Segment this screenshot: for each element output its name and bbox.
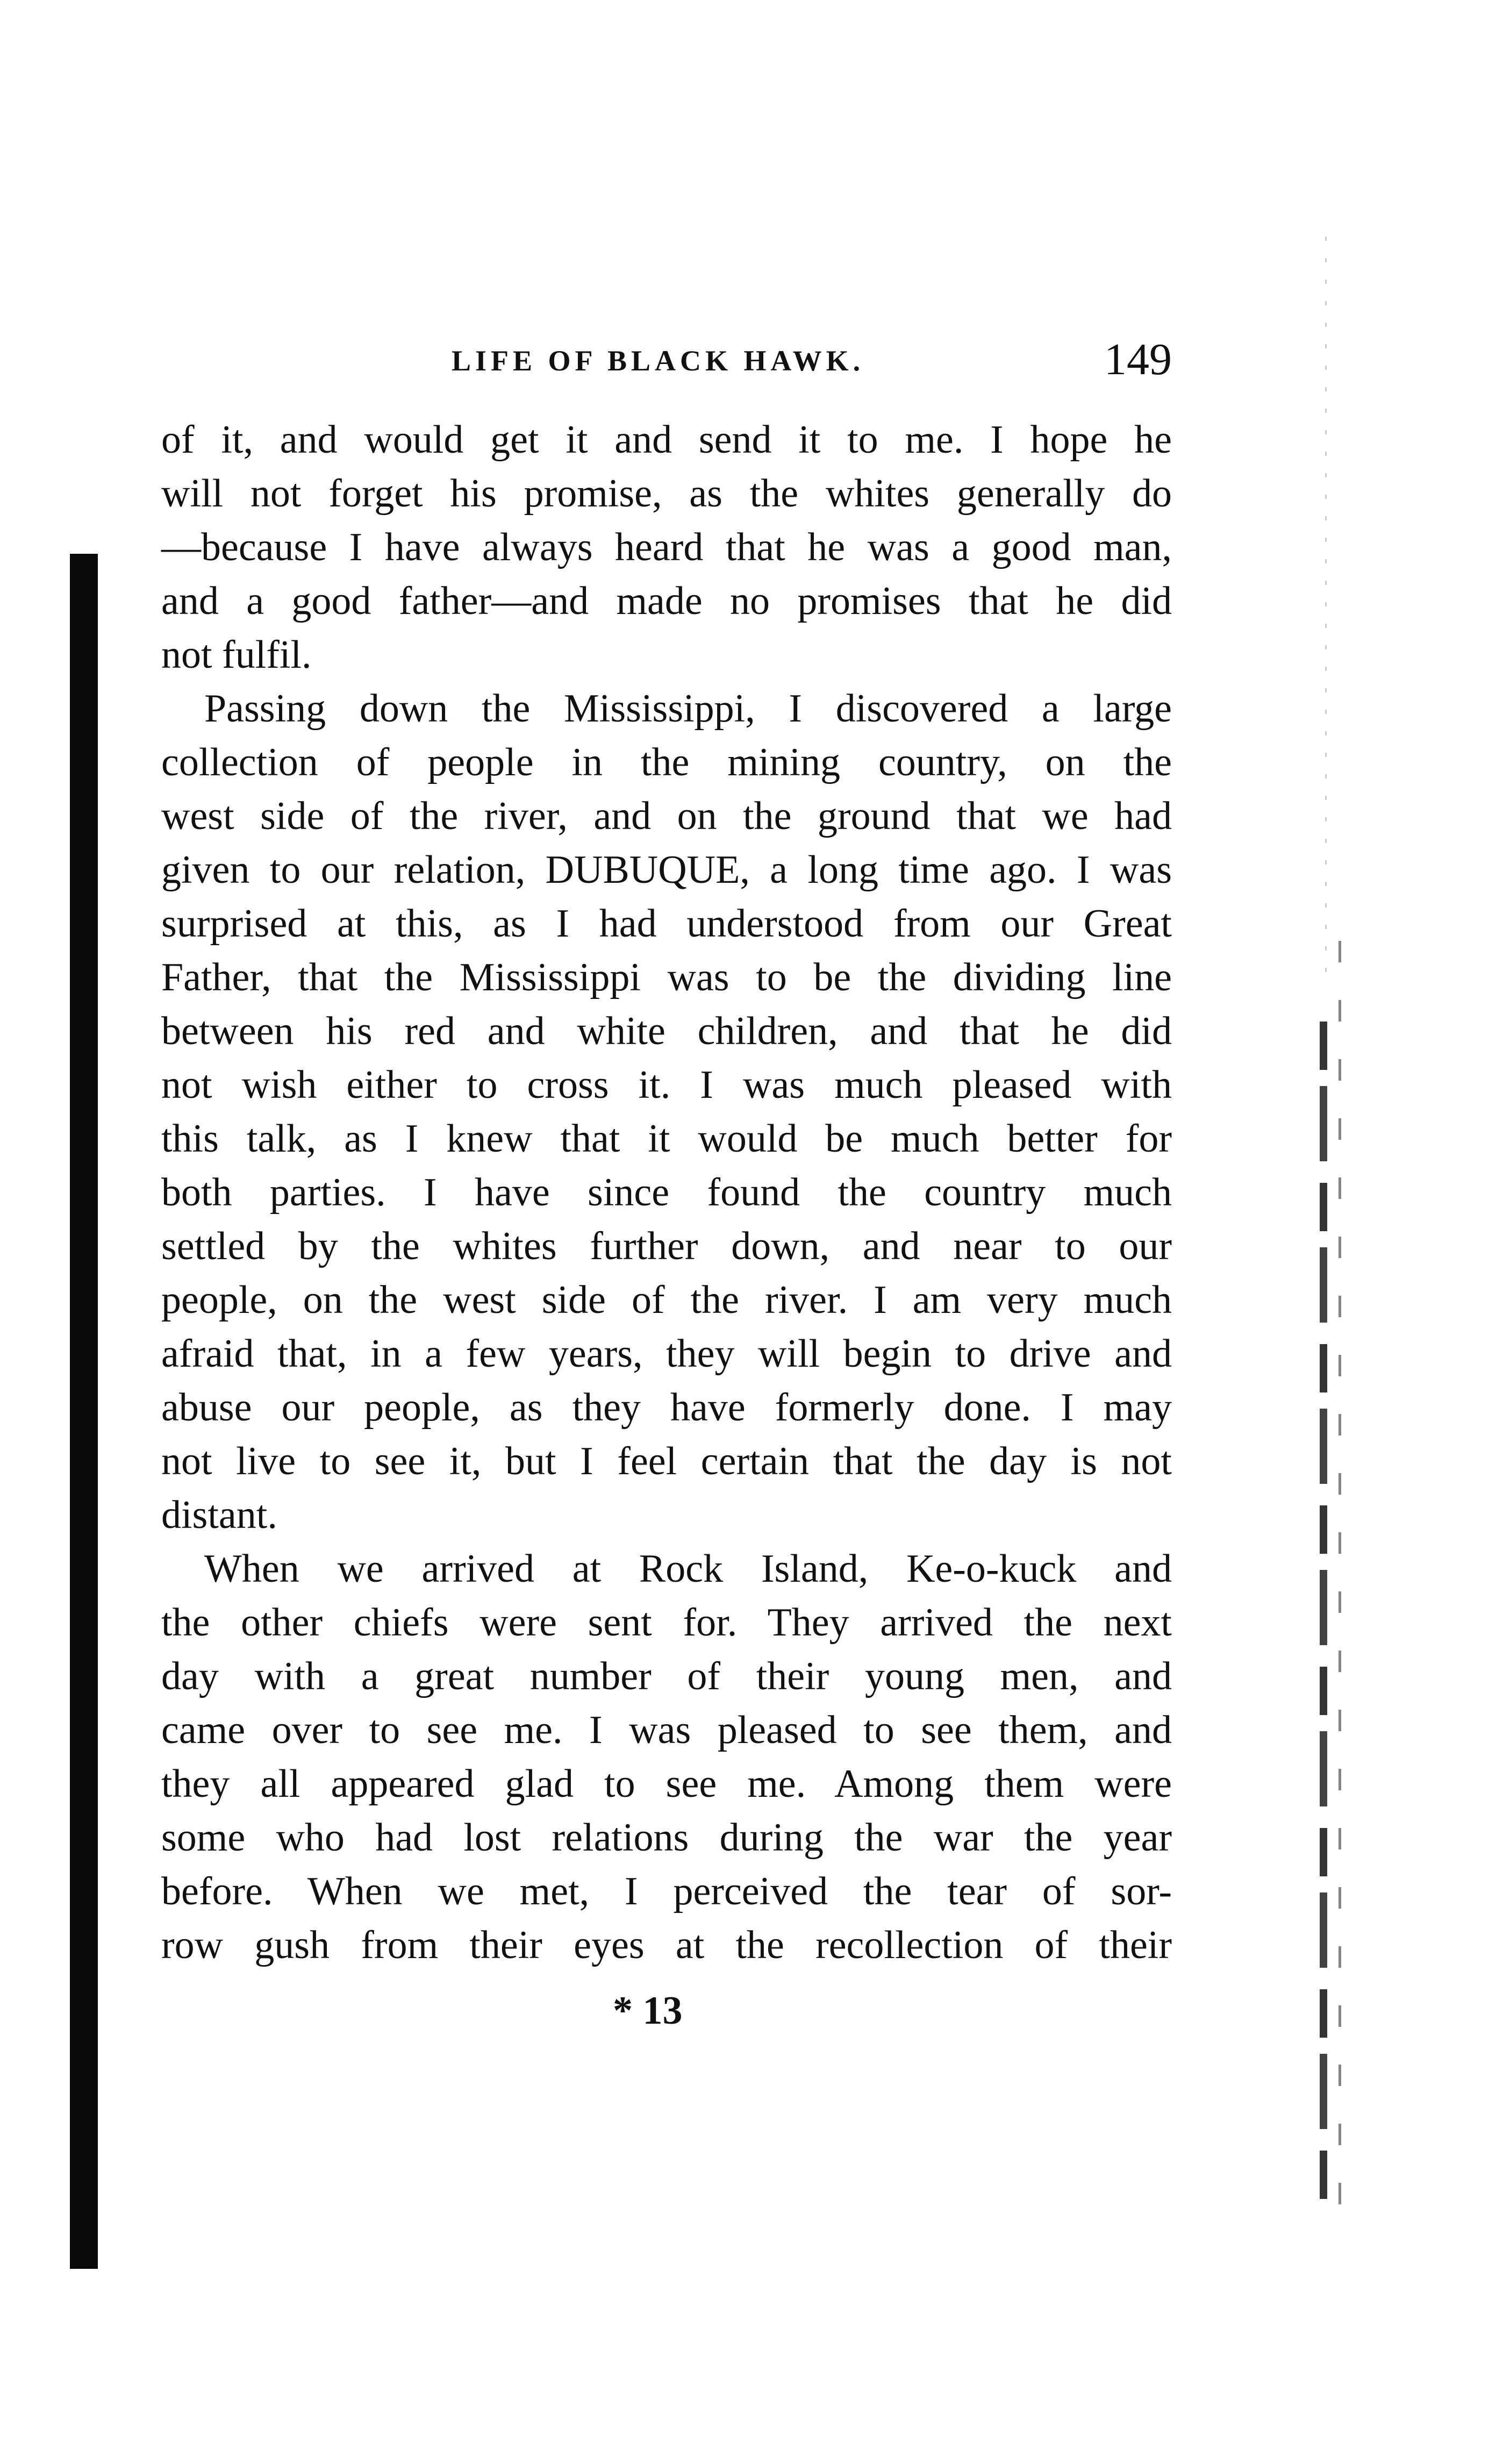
- text-line: of it, and would get it and send it to me. I hope he: [161, 418, 1172, 462]
- page-header: [161, 333, 1172, 392]
- text-line: surprised at this, as I had understood from our Great: [161, 902, 1172, 946]
- running-title: LIFE OF BLACK HAWK.: [452, 345, 865, 377]
- text-line: west side of the river, and on the ground that we had: [161, 794, 1172, 838]
- text-line: will not forget his promise, as the whites generally do: [161, 472, 1172, 516]
- text-line: and a good father—and made no promises that he did: [161, 579, 1172, 623]
- text-line: When we arrived at Rock Island, Ke-o-kuck and: [204, 1547, 1172, 1591]
- binding-edge: [70, 554, 98, 2269]
- text-line: distant.: [161, 1493, 277, 1537]
- text-line: day with a great number of their young men, and: [161, 1654, 1172, 1698]
- text-line: collection of people in the mining country, on the: [161, 740, 1172, 784]
- text-line: row gush from their eyes at the recollection of their: [161, 1923, 1172, 1967]
- text-line: Passing down the Mississippi, I discovered a large: [204, 687, 1172, 731]
- text-line: some who had lost relations during the war the year: [161, 1816, 1172, 1860]
- text-line: people, on the west side of the river. I am very much: [161, 1278, 1172, 1322]
- scan-artifact-right-edge-thin: [1339, 941, 1341, 2204]
- text-line: abuse our people, as they have formerly done. I may: [161, 1385, 1172, 1430]
- text-line: both parties. I have since found the country much: [161, 1170, 1172, 1215]
- text-line: the other chiefs were sent for. They arrived the next: [161, 1601, 1172, 1645]
- text-line: Father, that the Mississippi was to be the dividing line: [161, 955, 1172, 999]
- body-text: [161, 413, 1172, 1972]
- text-line: not live to see it, but I feel certain that the day is not: [161, 1439, 1172, 1483]
- text-line: not fulfil.: [161, 633, 312, 677]
- text-line: came over to see me. I was pleased to see them, and: [161, 1708, 1172, 1752]
- text-line: settled by the whites further down, and near to our: [161, 1224, 1172, 1268]
- text-line: this talk, as I knew that it would be much better for: [161, 1117, 1172, 1161]
- text-line: before. When we met, I perceived the tear of sor-: [161, 1869, 1172, 1913]
- page-number: 149: [1104, 334, 1172, 384]
- signature-mark: * 13: [613, 1989, 683, 2033]
- scan-artifact-right-edge: [1320, 1022, 1327, 2204]
- text-line: not wish either to cross it. I was much pleased with: [161, 1063, 1172, 1107]
- scan-artifact-faint: [1325, 237, 1327, 989]
- text-line: between his red and white children, and that he did: [161, 1009, 1172, 1053]
- text-line: given to our relation, DUBUQUE, a long time ago. I was: [161, 848, 1172, 892]
- text-line: —because I have always heard that he was a good man,: [161, 525, 1172, 569]
- text-line: afraid that, in a few years, they will begin to drive and: [161, 1332, 1172, 1376]
- text-line: they all appeared glad to see me. Among them were: [161, 1762, 1172, 1806]
